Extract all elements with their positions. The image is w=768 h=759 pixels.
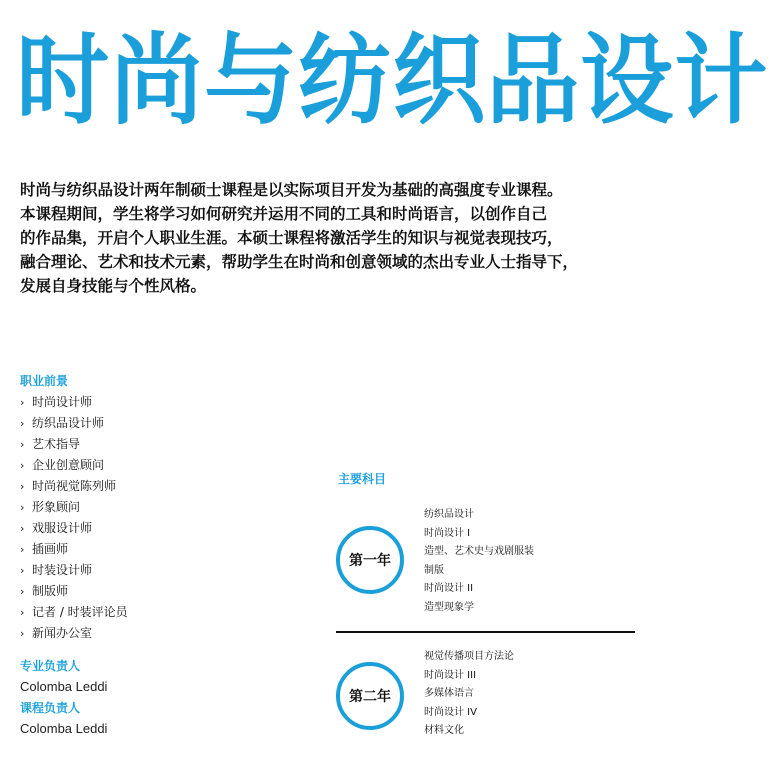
course-head-name: Colomba Leddi: [20, 721, 108, 736]
list-item: [20, 623, 280, 644]
course-item: 时尚设计 II: [424, 583, 474, 594]
list-item-label: 记者 / 时装评论员: [32, 605, 128, 619]
course-item: 材料文化: [424, 725, 464, 736]
chevron-right-icon: ›: [20, 585, 25, 598]
course-item: 造型现象学: [424, 601, 474, 613]
list-item: [20, 434, 280, 455]
page-title: 时尚与纺织品设计: [16, 24, 768, 138]
course-item: 造型、艺术史与戏剧服装: [424, 546, 534, 557]
course-head-label: 课程负责人: [20, 701, 81, 715]
year-one-course-list: [424, 506, 534, 617]
list-item-label: 企业创意顾问: [32, 458, 105, 472]
chevron-right-icon: ›: [20, 522, 25, 535]
career-prospects-section: [20, 372, 280, 644]
list-item-label: 新闻办公室: [32, 626, 93, 640]
chevron-right-icon: ›: [20, 501, 25, 514]
section-divider: [336, 631, 635, 633]
list-item: [20, 581, 280, 602]
list-item: [20, 602, 280, 623]
career-list: [20, 392, 280, 644]
list-item-label: 时装设计师: [32, 563, 93, 577]
program-head-name: Colomba Leddi: [20, 679, 108, 694]
chevron-right-icon: ›: [20, 564, 25, 577]
intro-line: 发展自身技能与个性风格。: [20, 277, 207, 295]
career-prospects-heading: 职业前景: [20, 374, 69, 388]
intro-paragraph: [20, 178, 650, 298]
intro-line: 的作品集，开启个人职业生涯。本硕士课程将激活学生的知识与视觉表现技巧，: [20, 229, 563, 247]
list-item: [20, 413, 280, 434]
list-item: [20, 392, 280, 413]
chevron-right-icon: ›: [20, 438, 25, 451]
intro-line: 本课程期间，学生将学习如何研究并运用不同的工具和时尚语言，以创作自己: [20, 205, 548, 223]
course-item: 纺织品设计: [424, 509, 474, 520]
year-two-badge: 第二年: [336, 662, 404, 730]
list-item-label: 制版师: [32, 584, 69, 598]
intro-line: 融合理论、艺术和技术元素，帮助学生在时尚和创意领域的杰出专业人士指导下，: [20, 253, 579, 271]
list-item: [20, 497, 280, 518]
program-leaders-section: [20, 656, 280, 740]
list-item: [20, 476, 280, 497]
chevron-right-icon: ›: [20, 396, 25, 409]
course-item: 制版: [424, 564, 444, 576]
main-subjects-heading: 主要科目: [338, 472, 387, 486]
course-item: 视觉传播项目方法论: [424, 651, 514, 662]
year-one-badge: 第一年: [336, 526, 404, 594]
chevron-right-icon: ›: [20, 417, 25, 430]
course-item: 多媒体语言: [424, 688, 474, 699]
list-item: [20, 560, 280, 581]
list-item-label: 形象顾问: [32, 500, 81, 514]
course-item: 时尚设计 III: [424, 669, 477, 681]
intro-line: 时尚与纺织品设计两年制硕士课程是以实际项目开发为基础的高强度专业课程。: [20, 181, 563, 199]
chevron-right-icon: ›: [20, 480, 25, 493]
list-item-label: 插画师: [32, 542, 69, 556]
list-item-label: 时尚设计师: [32, 395, 93, 409]
list-item-label: 戏服设计师: [32, 521, 93, 535]
course-item: 时尚设计 IV: [424, 706, 477, 718]
program-head-label: 专业负责人: [20, 659, 81, 673]
list-item-label: 纺织品设计师: [32, 416, 105, 430]
chevron-right-icon: ›: [20, 543, 25, 556]
list-item: [20, 455, 280, 476]
chevron-right-icon: ›: [20, 606, 25, 619]
list-item-label: 时尚视觉陈列师: [32, 479, 117, 493]
chevron-right-icon: ›: [20, 459, 25, 472]
list-item-label: 艺术指导: [32, 437, 81, 451]
year-two-course-list: [424, 648, 514, 741]
list-item: [20, 539, 280, 560]
chevron-right-icon: ›: [20, 627, 25, 640]
list-item: [20, 518, 280, 539]
course-item: 时尚设计 I: [424, 527, 471, 539]
